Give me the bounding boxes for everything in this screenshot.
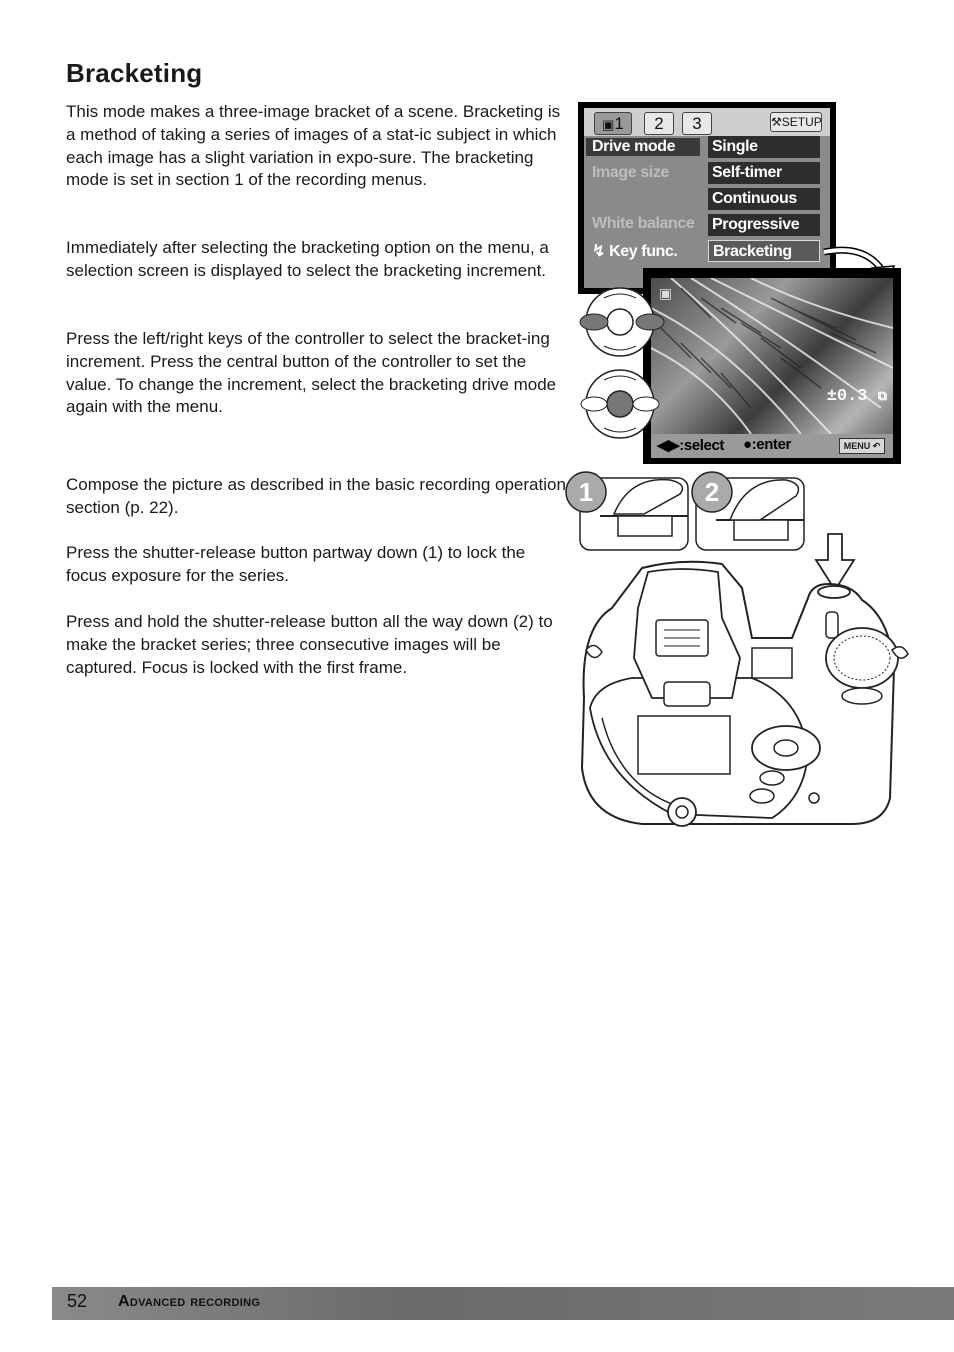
- paragraph-intro: This mode makes a three-image bracket of a scene. Bracketing is a method of taking a series of images of a stat-ic subject in which each image has a slight variation in expo-sure. The bracketing mode is set in section 1 of the recording menus.: [66, 102, 561, 190]
- power-button-icon: [668, 798, 696, 826]
- preview-photo: [651, 278, 893, 434]
- bracket-increment: ±0.3 ⧉: [826, 387, 887, 406]
- center-button-icon: ●: [743, 436, 752, 453]
- tab-setup[interactable]: ⚒SETUP: [770, 112, 822, 132]
- controller-left-right-icon: [580, 288, 664, 356]
- controller-diagrams: [574, 285, 673, 446]
- camera-illustration: [572, 528, 917, 833]
- flash-icon: ↯: [592, 243, 606, 260]
- left-right-arrows-icon: ◀▶: [657, 437, 680, 454]
- select-guide: ◀▶:select: [657, 437, 725, 454]
- shutter-release-button: [818, 586, 850, 598]
- option-single[interactable]: Single: [708, 136, 820, 158]
- recording-menu-screen: [578, 102, 836, 294]
- bracket-frames-icon: ⧉: [877, 389, 887, 404]
- tab-3[interactable]: 3: [682, 112, 712, 135]
- tab-2[interactable]: 2: [644, 112, 674, 135]
- paragraph-partway: Press the shutter-release button partway down (1) to lock the focus exposure for the series.: [66, 543, 526, 585]
- menu-label-image-size: Image size: [592, 164, 669, 181]
- page-footer: [52, 1287, 954, 1320]
- wrench-icon: ⚒: [771, 115, 782, 129]
- paragraph-full-press: Press and hold the shutter-release button all the way down (2) to make the bracket series; three consecutive images will be captured. Focus is locked with the first frame.: [66, 612, 553, 677]
- tab-1[interactable]: ▣1: [594, 112, 632, 135]
- paragraph-controller: Press the left/right keys of the controller to select the bracket-ing increment. Press the central button of the controller to set the value. To change the increment, select the bracketing drive mode again with the menu.: [66, 329, 557, 417]
- menu-back-button[interactable]: MENU ↶: [839, 438, 885, 454]
- paragraph-selection-screen: Immediately after selecting the bracketing option on the menu, a selection screen is displayed to select the bracketing increment.: [66, 238, 549, 280]
- page-number: 52: [67, 1291, 88, 1311]
- step-1-number: 1: [578, 477, 594, 507]
- menu-tabs: [584, 108, 830, 136]
- controller-center-icon: [581, 370, 659, 438]
- option-progressive[interactable]: Progressive: [708, 214, 820, 236]
- enter-guide: ●:enter: [743, 436, 791, 453]
- option-self-timer[interactable]: Self-timer: [708, 162, 820, 184]
- section-name: Advanced recording: [118, 1293, 261, 1310]
- step-2-number: 2: [704, 477, 720, 507]
- paragraph-compose: Compose the picture as described in the basic recording operation section (p. 22).: [66, 475, 566, 517]
- down-arrow-icon: [816, 534, 854, 590]
- menu-label-white-balance: White balance: [592, 215, 695, 232]
- camera-mode-icon: ▣: [659, 285, 673, 301]
- bracketing-preview-screen: [643, 268, 901, 464]
- option-continuous[interactable]: Continuous: [708, 188, 820, 210]
- preview-guide-bar: [651, 434, 893, 458]
- option-bracketing[interactable]: Bracketing: [708, 240, 820, 262]
- page-title: Bracketing: [66, 58, 203, 88]
- menu-label-key-func: ↯ Key func.: [592, 243, 678, 260]
- palm-leaves-image: [651, 278, 893, 434]
- camera-icon: ▣: [602, 117, 615, 132]
- menu-label-drive-mode: Drive mode: [586, 138, 700, 156]
